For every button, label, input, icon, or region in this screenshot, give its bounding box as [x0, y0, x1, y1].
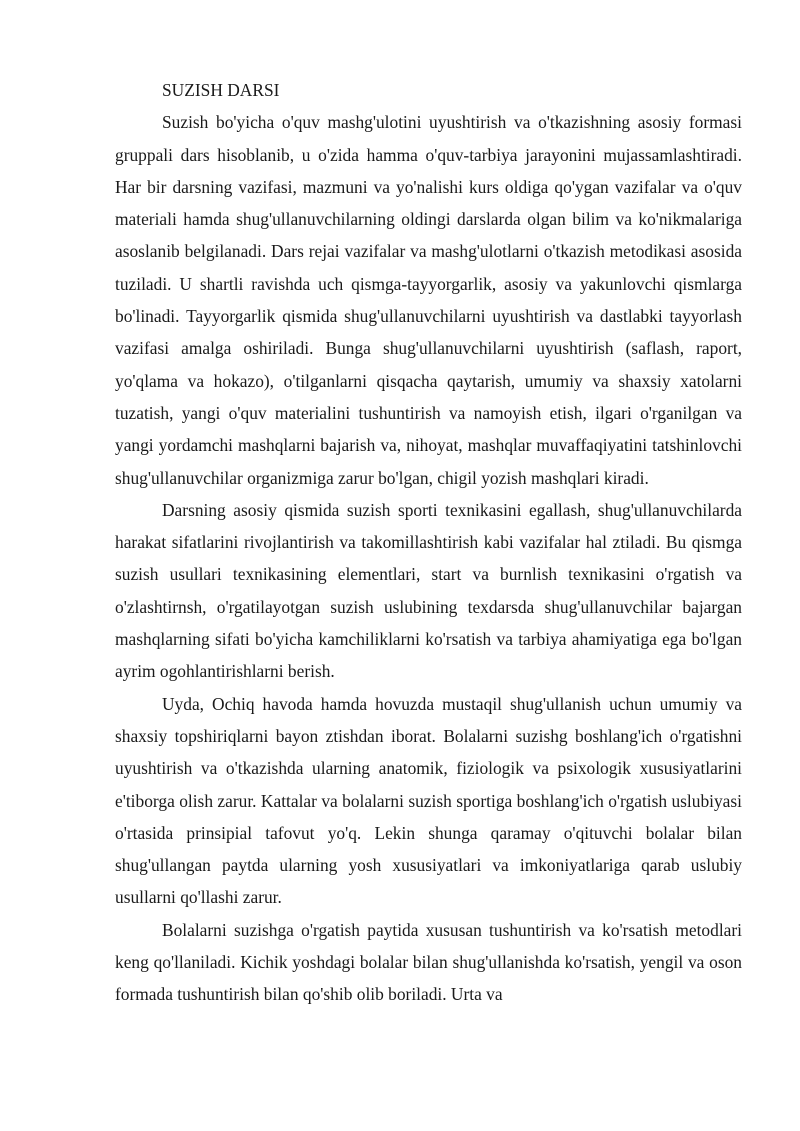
paragraph-2: Darsning asosiy qismida suzish sporti texnikasini egallash, shug'ullanuvchilarda harakat sifatlarini rivojlantirish va takomillashtirish kabi vazifalar hal ztiladi. Bu qismga suzish usullari texnikasining elementlari, start va burnlish texnikasini o'rgatish va o'zlashtirnsh, o'rgatilayotgan suzish uslubining texdarsda shug'ullanuvchilar bajargan mashqlarning sifati bo'yicha kamchiliklarni ko'rsatish va tarbiya ahamiyatiga ega bo'lgan ayrim ogohlantirishlarni berish. — [115, 499, 742, 682]
document-body — [115, 74, 742, 1011]
paragraph-3: Uyda, Ochiq havoda hamda hovuzda mustaqil shug'ullanish uchun umumiy va shaxsiy topshiriqlarni bayon ztishdan iborat. Bolalarni suzishg boshlang'ich o'rgatishni uyushtirish va o'tkazishda ularning anatomik, fiziologik va psixologik xususiyatlarini e'tiborga olish zarur. Kattalar va bolalarni suzish sportiga boshlang'ich o'rgatish uslubiyasi o'rtasida prinsipial tafovut yo'q. Lekin shunga qaramay o'qituvchi bolalar bilan shug'ullangan paytda ularning yosh xususiyatlari va imkoniyatlariga qarab uslubiy usullarni qo'llashi zarur. — [115, 693, 742, 908]
paragraph-1: Suzish bo'yicha o'quv mashg'ulotini uyushtirish va o'tkazishning asosiy formasi gruppali dars hisoblanib, u o'zida hamma o'quv-tarbiya jarayonini mujassamlashtiradi. Har bir darsning vazifasi, mazmuni va yo'nalishi kurs oldiga qo'ygan vazifalar va o'quv materiali hamda shug'ullanuvchilarning oldingi darslarda olgan bilim va ko'nikmalariga asoslanib belgilanadi. Dars rejai vazifalar va mashg'ulotlarni o'tkazish metodikasi asosida tuziladi. U shartli ravishda uch qismga-tayyorgarlik, asosiy va yakunlovchi qismlarga bo'linadi. Tayyorgarlik qismida shug'ullanuvchilarni uyushtirish va dastlabki tayyorlash vazifasi amalga oshiriladi. Bunga shug'ullanuvchilarni uyushtirish (saflash, raport, yo'qlama va hokazo), o'tilganlarni qisqacha qaytarish, umumiy va shaxsiy xatolarni tuzatish, yangi o'quv materialini tushuntirish va namoyish etish, ilgari o'rganilgan va yangi yordamchi mashqlarni bajarish va, nihoyat, mashqlar muvaffaqiyatini tatshinlovchi shug'ullanuvchilar organizmiga zarur bo'lgan, chigil yozish mashqlari kiradi. — [115, 112, 742, 488]
document-title: SUZISH DARSI — [162, 80, 280, 100]
paragraph-4: Bolalarni suzishga o'rgatish paytida xususan tushuntirish va ko'rsatish metodlari keng qo'llaniladi. Kichik yoshdagi bolalar bilan shug'ullanishda ko'rsatish, yengil va oson formada tushuntirish bilan qo'shib olib boriladi. Urta va — [115, 919, 742, 1005]
